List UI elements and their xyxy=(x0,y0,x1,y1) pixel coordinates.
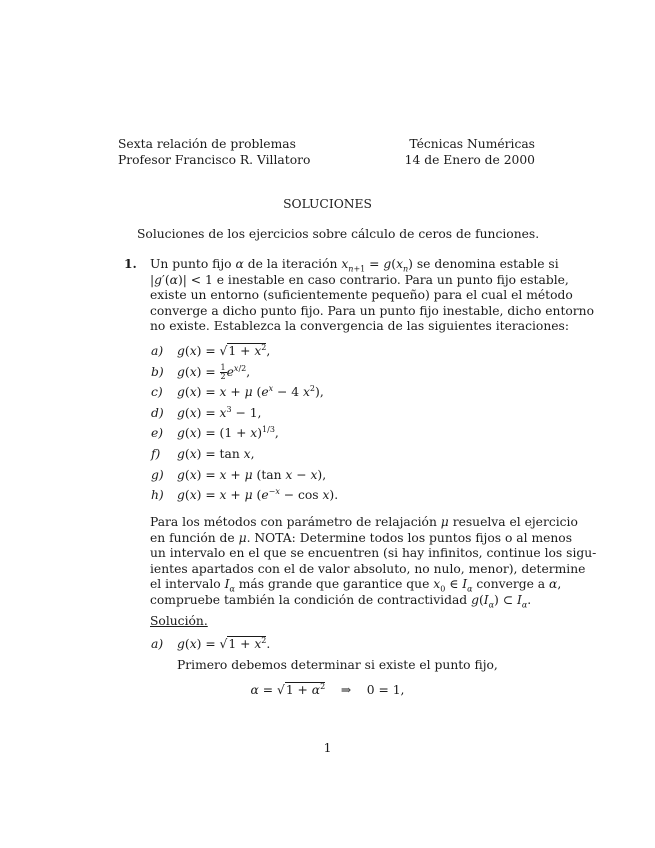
intro-text: Soluciones de los ejercicios sobre cálculo de ceros de funciones. xyxy=(137,227,540,241)
note-line: ientes apartados con el de valor absoluto, no nulo, menor), determine xyxy=(150,561,586,576)
problem-number: 1. xyxy=(124,256,137,271)
list-item: d) $g(x) = x^3 - 1$, xyxy=(151,404,262,420)
note-line: compruebe también la condición de contractividad $g(I_\alpha)$ ⊂ $I_\alpha$. xyxy=(150,592,532,610)
iteration-list xyxy=(151,343,338,508)
list-item: b) g(x) = $\frac{1}{2}$ $e^{x/2}$, xyxy=(151,362,251,381)
problem-note xyxy=(150,514,597,610)
date: 14 de Enero de 2000 xyxy=(404,153,535,167)
note-line: en función de μ. NOTA: Determine todos los puntos fijos o al menos xyxy=(150,530,573,545)
note-line: Para los métodos con parámetro de relajación μ resuelva el ejercicio xyxy=(150,515,578,529)
page-number: 1 xyxy=(323,741,332,755)
solution-equation: $\alpha = √1 + \alpha^2$ ⇒ 0 = 1, xyxy=(250,681,405,697)
solution-item: a) $g(x) = √1 + x^2$. xyxy=(151,635,271,651)
subject-name: Técnicas Numéricas xyxy=(409,137,535,151)
header-right xyxy=(315,136,535,168)
list-item: c) g(x) = x + μ ($e^x - 4$ $x^2$), xyxy=(151,384,324,400)
list-item: g) g(x) = x + μ (tan x − x), xyxy=(151,467,327,482)
professor-name: Profesor Francisco R. Villatoro xyxy=(118,153,311,167)
note-line: el intervalo $I_\alpha$ más grande que garantice que $x_0$ ∈ $I_\alpha$ converge a α, xyxy=(150,577,562,594)
list-item: h) g(x) = x + μ $(e^{-x} - \cos x)$. xyxy=(151,487,339,503)
note-line: un intervalo en el que se encuentren (si hay infinitos, continue los sigu- xyxy=(150,546,597,561)
problem-statement xyxy=(150,256,595,334)
statement-line: |g′(α)| < 1 e inestable en caso contrario. Para un punto fijo estable, xyxy=(150,272,569,287)
page-title: SOLUCIONES xyxy=(283,197,372,211)
statement-line: Un punto fijo α de la iteración $x_{n+1} = g(x_n)$ se denomina estable si xyxy=(150,257,559,274)
list-item: e) $g(x) = (1 + x)^{1/3}$, xyxy=(151,425,279,441)
list-item: a) $g(x) = √1 + x^2$, xyxy=(151,342,271,358)
solution-heading: Solución. xyxy=(150,614,208,628)
statement-line: existe un entorno (suficientemente pequeño) para el cual el método xyxy=(150,288,573,303)
statement-line: converge a dicho punto fijo. Para un punto fijo inestable, dicho entorno xyxy=(150,303,595,318)
course-title: Sexta relación de problemas xyxy=(118,137,296,151)
statement-line: no existe. Establezca la convergencia de las siguientes iteraciones: xyxy=(150,319,569,334)
solution-text: Primero debemos determinar si existe el punto fijo, xyxy=(177,658,498,672)
list-item: f) g(x) = tan x, xyxy=(151,446,255,461)
